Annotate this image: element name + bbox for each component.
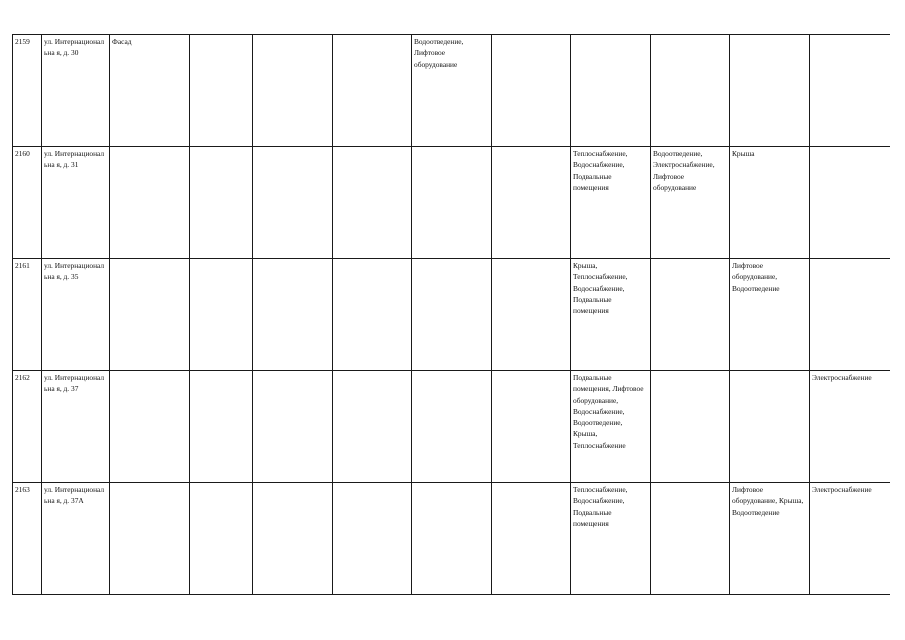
table-cell: [651, 35, 730, 147]
table-cell: [412, 259, 492, 371]
table-cell: [333, 483, 412, 595]
table-cell: [730, 371, 810, 483]
table-cell: Подвальные помещения, Лифтовое оборудование, Водоснабжение, Водоотведение, Крыша, Теплоснабжение: [571, 371, 651, 483]
table-cell: [333, 371, 412, 483]
address-cell: ул. Интернационал ьна я, д. 37: [42, 371, 110, 483]
table-cell: Водоотведение, Электроснабжение, Лифтовое оборудование: [651, 147, 730, 259]
table-cell: [253, 35, 333, 147]
row-number: 2160: [13, 147, 42, 259]
table-cell: Лифтовое оборудование, Крыша, Водоотведение: [730, 483, 810, 595]
table-cell: Электроснабжение: [810, 371, 890, 483]
address-cell: ул. Интернационал ьна я, д. 35: [42, 259, 110, 371]
table-cell: [651, 483, 730, 595]
table-cell: [253, 483, 333, 595]
address-cell: ул. Интернационал ьна я, д. 37А: [42, 483, 110, 595]
table-cell: [492, 147, 571, 259]
table-cell: Теплоснабжение, Водоснабжение, Подвальные помещения: [571, 147, 651, 259]
table-cell: [333, 35, 412, 147]
address-cell: ул. Интернационал ьна я, д. 30: [42, 35, 110, 147]
table-cell: [110, 147, 190, 259]
address-cell: ул. Интернационал ьна я, д. 31: [42, 147, 110, 259]
row-number: 2159: [13, 35, 42, 147]
table-cell: [110, 483, 190, 595]
table-cell: Лифтовое оборудование, Водоотведение: [730, 259, 810, 371]
table-cell: [110, 259, 190, 371]
table-row: [13, 483, 890, 595]
row-number: 2163: [13, 483, 42, 595]
table-cell: Фасад: [110, 35, 190, 147]
table-row: [13, 371, 890, 483]
table-cell: [412, 483, 492, 595]
table-row: [13, 259, 890, 371]
table-cell: [253, 147, 333, 259]
table-cell: [253, 371, 333, 483]
table-cell: [253, 259, 333, 371]
row-number: 2161: [13, 259, 42, 371]
table-cell: [492, 483, 571, 595]
table-cell: [492, 35, 571, 147]
table-cell: [492, 371, 571, 483]
table-cell: [492, 259, 571, 371]
table-cell: [412, 371, 492, 483]
table-cell: [110, 371, 190, 483]
table-cell: [333, 259, 412, 371]
table-cell: [651, 259, 730, 371]
table-cell: [810, 35, 890, 147]
table-cell: Крыша, Теплоснабжение, Водоснабжение, Подвальные помещения: [571, 259, 651, 371]
table-cell: [651, 371, 730, 483]
table-cell: [190, 147, 253, 259]
table-cell: [730, 35, 810, 147]
table-cell: [190, 35, 253, 147]
table-cell: [333, 147, 412, 259]
table-cell: [571, 35, 651, 147]
table-cell: [810, 259, 890, 371]
table-cell: [190, 259, 253, 371]
table-row: [13, 35, 890, 147]
table-cell: [190, 483, 253, 595]
table-cell: [190, 371, 253, 483]
row-number: 2162: [13, 371, 42, 483]
table-cell: [810, 147, 890, 259]
table-cell: [412, 147, 492, 259]
table-cell: Водоотведение, Лифтовое оборудование: [412, 35, 492, 147]
table-cell: Теплоснабжение, Водоснабжение, Подвальные помещения: [571, 483, 651, 595]
table-cell: Крыша: [730, 147, 810, 259]
table-cell: Электроснабжение: [810, 483, 890, 595]
works-table: [12, 34, 890, 595]
table-row: [13, 147, 890, 259]
